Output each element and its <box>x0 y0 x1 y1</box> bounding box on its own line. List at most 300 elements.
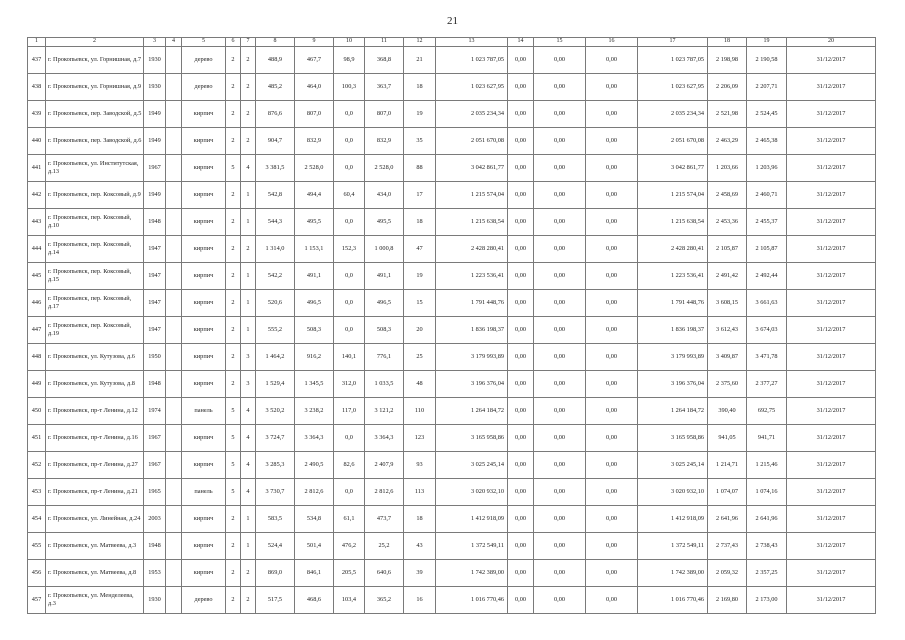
table-cell: 2 528,0 <box>365 154 404 181</box>
table-cell: 0,00 <box>508 343 534 370</box>
column-number-header: 9 <box>295 38 334 47</box>
table-cell: 2 <box>226 532 241 559</box>
table-cell: 2 <box>226 181 241 208</box>
column-number-header: 10 <box>334 38 365 47</box>
table-cell: 488,9 <box>256 46 295 73</box>
table-cell: 583,5 <box>256 505 295 532</box>
table-cell: 2 490,5 <box>295 451 334 478</box>
address-cell: г. Прокопьевск, ул. Кутузова, д.8 <box>46 370 144 397</box>
table-cell: 0,00 <box>534 46 586 73</box>
table-cell: 0,00 <box>508 262 534 289</box>
row-number-cell: 450 <box>28 397 46 424</box>
column-number-header: 11 <box>365 38 404 47</box>
table-cell: 1 215,46 <box>747 451 787 478</box>
table-cell: 1 023 627,95 <box>638 73 708 100</box>
table-cell: 2 <box>226 505 241 532</box>
table-cell: 473,7 <box>365 505 404 532</box>
table-cell: 25 <box>404 343 436 370</box>
table-cell: 0,00 <box>586 532 638 559</box>
row-number-cell: 453 <box>28 478 46 505</box>
row-number-cell: 448 <box>28 343 46 370</box>
table-cell: 0,00 <box>586 127 638 154</box>
table-cell: 0,0 <box>334 100 365 127</box>
table-cell <box>166 478 182 505</box>
table-cell: кирпич <box>182 235 226 262</box>
table-cell: 31/12/2017 <box>787 46 876 73</box>
column-number-header: 16 <box>586 38 638 47</box>
table-cell: 2 207,71 <box>747 73 787 100</box>
table-cell: 0,00 <box>586 451 638 478</box>
table-row <box>28 586 876 613</box>
table-cell: 140,1 <box>334 343 365 370</box>
table-cell: 2 035 234,34 <box>638 100 708 127</box>
table-cell: 0,00 <box>508 235 534 262</box>
table-cell: 3 285,3 <box>256 451 295 478</box>
table-cell: 0,0 <box>334 289 365 316</box>
table-cell: 2 051 670,08 <box>436 127 508 154</box>
table-cell: 0,00 <box>508 505 534 532</box>
table-cell: 1 023 787,05 <box>436 46 508 73</box>
table-cell: 0,00 <box>586 46 638 73</box>
table-cell: 3 238,2 <box>295 397 334 424</box>
table-cell: 1 836 198,37 <box>436 316 508 343</box>
table-cell: 494,4 <box>295 181 334 208</box>
table-cell: 3 165 958,86 <box>638 424 708 451</box>
table-cell: 0,0 <box>334 127 365 154</box>
table-cell: 3 121,2 <box>365 397 404 424</box>
table-cell: 31/12/2017 <box>787 289 876 316</box>
address-cell: г. Прокопьевск, пер. Заводской, д.5 <box>46 100 144 127</box>
table-cell: 2 <box>226 73 241 100</box>
table-cell: 31/12/2017 <box>787 559 876 586</box>
table-cell: 2 <box>241 100 256 127</box>
table-cell: 88 <box>404 154 436 181</box>
table-cell: 152,3 <box>334 235 365 262</box>
table-row <box>28 100 876 127</box>
table-cell: 0,00 <box>586 181 638 208</box>
table-cell: 21 <box>404 46 436 73</box>
column-number-header: 1 <box>28 38 46 47</box>
table-cell: 3 196 376,04 <box>638 370 708 397</box>
table-cell: 31/12/2017 <box>787 505 876 532</box>
table-cell: 0,00 <box>534 73 586 100</box>
table-cell: 0,00 <box>534 397 586 424</box>
table-cell: 3 <box>241 343 256 370</box>
table-cell: 2 491,42 <box>708 262 747 289</box>
table-cell: 3 724,7 <box>256 424 295 451</box>
table-cell: дерево <box>182 73 226 100</box>
table-cell: 0,00 <box>586 505 638 532</box>
table-row <box>28 262 876 289</box>
table-cell: 1 074,16 <box>747 478 787 505</box>
table-cell: 1950 <box>144 343 166 370</box>
table-cell: 1967 <box>144 424 166 451</box>
table-cell: 2 059,32 <box>708 559 747 586</box>
table-cell: 18 <box>404 73 436 100</box>
table-row <box>28 532 876 559</box>
table-cell: 1 <box>241 505 256 532</box>
table-row <box>28 478 876 505</box>
table-cell: 2 105,87 <box>747 235 787 262</box>
table-cell: 103,4 <box>334 586 365 613</box>
table-row <box>28 154 876 181</box>
table-cell: 123 <box>404 424 436 451</box>
table-cell: 0,00 <box>508 100 534 127</box>
table-cell <box>166 316 182 343</box>
table-cell: 1 203,96 <box>747 154 787 181</box>
table-cell: кирпич <box>182 100 226 127</box>
table-row <box>28 316 876 343</box>
table-cell: 0,00 <box>586 289 638 316</box>
row-number-cell: 457 <box>28 586 46 613</box>
table-cell: 1 223 536,41 <box>436 262 508 289</box>
table-cell: 1967 <box>144 451 166 478</box>
table-cell: 0,00 <box>508 154 534 181</box>
table-cell: 17 <box>404 181 436 208</box>
address-cell: г. Прокопьевск, ул. Линейная, д.24 <box>46 505 144 532</box>
table-cell: 0,00 <box>534 343 586 370</box>
row-number-cell: 443 <box>28 208 46 235</box>
table-cell: 2 169,80 <box>708 586 747 613</box>
table-cell: 2 <box>226 127 241 154</box>
table-cell: 2 407,9 <box>365 451 404 478</box>
table-cell: 31/12/2017 <box>787 397 876 424</box>
table-cell: 31/12/2017 <box>787 370 876 397</box>
row-number-cell: 440 <box>28 127 46 154</box>
table-cell <box>166 505 182 532</box>
table-cell: 0,00 <box>508 289 534 316</box>
table-cell: кирпич <box>182 532 226 559</box>
table-cell: 0,00 <box>508 316 534 343</box>
table-cell: 520,6 <box>256 289 295 316</box>
table-cell: 48 <box>404 370 436 397</box>
table-cell: 1967 <box>144 154 166 181</box>
row-number-cell: 456 <box>28 559 46 586</box>
table-cell: 2 <box>226 370 241 397</box>
table-row <box>28 505 876 532</box>
table-cell: 542,8 <box>256 181 295 208</box>
table-cell: 1949 <box>144 100 166 127</box>
table-cell: кирпич <box>182 316 226 343</box>
table-cell: 0,00 <box>534 451 586 478</box>
table-cell: 3 661,63 <box>747 289 787 316</box>
table-cell: кирпич <box>182 343 226 370</box>
table-cell: 0,00 <box>508 559 534 586</box>
table-cell: 496,5 <box>295 289 334 316</box>
table-cell <box>166 586 182 613</box>
table-cell: 60,4 <box>334 181 365 208</box>
table-cell: кирпич <box>182 262 226 289</box>
table-cell: кирпич <box>182 127 226 154</box>
table-cell: 640,6 <box>365 559 404 586</box>
table-cell: 2 <box>226 262 241 289</box>
table-cell: 31/12/2017 <box>787 100 876 127</box>
column-number-header: 13 <box>436 38 508 47</box>
table-cell: 31/12/2017 <box>787 532 876 559</box>
table-cell: 100,3 <box>334 73 365 100</box>
table-cell: кирпич <box>182 505 226 532</box>
table-cell: 390,40 <box>708 397 747 424</box>
table-cell <box>166 559 182 586</box>
table-cell: 0,00 <box>534 316 586 343</box>
table-cell: 2 <box>241 46 256 73</box>
table-cell: 2 357,25 <box>747 559 787 586</box>
table-cell: 2 <box>226 316 241 343</box>
table-cell: 0,00 <box>534 424 586 451</box>
table-cell: 1930 <box>144 586 166 613</box>
table-row <box>28 289 876 316</box>
table-cell: 365,2 <box>365 586 404 613</box>
table-cell: 16 <box>404 586 436 613</box>
table-cell: 0,00 <box>534 154 586 181</box>
table-cell: 31/12/2017 <box>787 316 876 343</box>
table-row <box>28 397 876 424</box>
table-cell: 832,9 <box>295 127 334 154</box>
table-cell: 0,00 <box>586 235 638 262</box>
table-cell: 1948 <box>144 532 166 559</box>
table-cell: 368,8 <box>365 46 404 73</box>
table-cell: 832,9 <box>365 127 404 154</box>
table-cell: 2 812,6 <box>295 478 334 505</box>
table-cell: 1 412 918,09 <box>436 505 508 532</box>
table-cell: кирпич <box>182 451 226 478</box>
table-cell: 3 <box>241 370 256 397</box>
table-cell: 3 179 993,89 <box>638 343 708 370</box>
table-cell: 117,0 <box>334 397 365 424</box>
table-cell: 31/12/2017 <box>787 586 876 613</box>
table-cell: 1947 <box>144 262 166 289</box>
table-row <box>28 370 876 397</box>
table-cell: 2 428 280,41 <box>638 235 708 262</box>
table-cell: 2 641,96 <box>708 505 747 532</box>
table-cell: 2 206,09 <box>708 73 747 100</box>
table-cell: 31/12/2017 <box>787 127 876 154</box>
column-number-header: 17 <box>638 38 708 47</box>
row-number-cell: 452 <box>28 451 46 478</box>
table-cell: 31/12/2017 <box>787 235 876 262</box>
table-cell: 2 492,44 <box>747 262 787 289</box>
table-cell: кирпич <box>182 559 226 586</box>
table-cell: 0,00 <box>508 181 534 208</box>
row-number-cell: 454 <box>28 505 46 532</box>
table-cell: 0,00 <box>508 451 534 478</box>
column-number-header: 3 <box>144 38 166 47</box>
table-cell: 20 <box>404 316 436 343</box>
column-number-header: 4 <box>166 38 182 47</box>
table-cell: 1 314,0 <box>256 235 295 262</box>
table-cell: 61,1 <box>334 505 365 532</box>
table-cell: 1948 <box>144 208 166 235</box>
table-cell: 0,00 <box>534 532 586 559</box>
table-cell: 93 <box>404 451 436 478</box>
address-cell: г. Прокопьевск, пер. Коксовый, д.14 <box>46 235 144 262</box>
table-cell: 0,00 <box>586 154 638 181</box>
table-cell: 2 <box>226 586 241 613</box>
table-cell: 0,00 <box>508 127 534 154</box>
table-cell: 555,2 <box>256 316 295 343</box>
table-cell: 1 <box>241 316 256 343</box>
table-cell: 5 <box>226 424 241 451</box>
table-cell: 534,8 <box>295 505 334 532</box>
table-cell: 1 <box>241 532 256 559</box>
table-row <box>28 451 876 478</box>
table-cell: 2 455,37 <box>747 208 787 235</box>
table-cell: 3 025 245,14 <box>638 451 708 478</box>
table-cell: 776,1 <box>365 343 404 370</box>
address-cell: г. Прокопьевск, ул. Горнишная, д.7 <box>46 46 144 73</box>
table-cell: 0,0 <box>334 208 365 235</box>
table-cell: 0,00 <box>508 370 534 397</box>
table-cell: 1930 <box>144 73 166 100</box>
table-cell: 467,7 <box>295 46 334 73</box>
table-cell: 0,00 <box>586 559 638 586</box>
table-cell: 18 <box>404 208 436 235</box>
table-cell: 0,00 <box>534 235 586 262</box>
table-cell: 1 372 549,11 <box>436 532 508 559</box>
address-cell: г. Прокопьевск, ул. Кутузова, д.6 <box>46 343 144 370</box>
table-cell: 1947 <box>144 289 166 316</box>
row-number-cell: 441 <box>28 154 46 181</box>
table-cell: 4 <box>241 154 256 181</box>
column-number-header: 14 <box>508 38 534 47</box>
table-cell <box>166 181 182 208</box>
table-cell: 2 <box>226 289 241 316</box>
table-cell: 2 641,96 <box>747 505 787 532</box>
table-cell: 2 <box>226 559 241 586</box>
table-cell <box>166 424 182 451</box>
table-cell: 2 460,71 <box>747 181 787 208</box>
table-cell: дерево <box>182 46 226 73</box>
table-cell: 3 608,15 <box>708 289 747 316</box>
table-cell: 1 214,71 <box>708 451 747 478</box>
table-cell: 2 190,58 <box>747 46 787 73</box>
table-cell: 4 <box>241 424 256 451</box>
table-cell: 0,00 <box>508 73 534 100</box>
column-number-header: 19 <box>747 38 787 47</box>
table-row <box>28 343 876 370</box>
table-cell: 0,00 <box>586 586 638 613</box>
table-cell: 0,00 <box>534 181 586 208</box>
table-cell: 0,00 <box>534 289 586 316</box>
table-cell: 1974 <box>144 397 166 424</box>
table-cell: 1 <box>241 289 256 316</box>
table-cell: 205,5 <box>334 559 365 586</box>
table-cell: 2 <box>226 343 241 370</box>
table-cell: 2 <box>226 235 241 262</box>
table-cell: 0,00 <box>508 586 534 613</box>
table-cell: 0,00 <box>586 478 638 505</box>
row-number-cell: 442 <box>28 181 46 208</box>
table-cell: 31/12/2017 <box>787 154 876 181</box>
table-cell: 846,1 <box>295 559 334 586</box>
table-cell: 2 173,00 <box>747 586 787 613</box>
table-cell: 3 165 958,86 <box>436 424 508 451</box>
table-cell: 98,9 <box>334 46 365 73</box>
table-cell: кирпич <box>182 370 226 397</box>
table-cell: 1 215 574,04 <box>638 181 708 208</box>
table-cell: 3 364,3 <box>295 424 334 451</box>
table-cell: 508,3 <box>295 316 334 343</box>
table-cell: 0,00 <box>534 262 586 289</box>
table-cell: 39 <box>404 559 436 586</box>
table-cell: 2 <box>226 46 241 73</box>
table-cell: 3 730,7 <box>256 478 295 505</box>
table-cell: 2 <box>226 208 241 235</box>
row-number-cell: 446 <box>28 289 46 316</box>
table-cell: 1948 <box>144 370 166 397</box>
table-cell <box>166 451 182 478</box>
table-cell: 3 612,43 <box>708 316 747 343</box>
table-cell: 869,0 <box>256 559 295 586</box>
table-cell: 1 215 638,54 <box>638 208 708 235</box>
row-number-cell: 449 <box>28 370 46 397</box>
table-cell: 496,5 <box>365 289 404 316</box>
table-cell: 31/12/2017 <box>787 451 876 478</box>
row-number-cell: 437 <box>28 46 46 73</box>
address-cell: г. Прокопьевск, пр-т Ленина, д.27 <box>46 451 144 478</box>
address-cell: г. Прокопьевск, пр-т Ленина, д.12 <box>46 397 144 424</box>
table-cell: 110 <box>404 397 436 424</box>
table-cell: 692,75 <box>747 397 787 424</box>
table-cell: 0,00 <box>508 424 534 451</box>
table-cell: 904,7 <box>256 127 295 154</box>
address-cell: г. Прокопьевск, пр-т Ленина, д.16 <box>46 424 144 451</box>
row-number-cell: 455 <box>28 532 46 559</box>
table-cell: 2 <box>241 235 256 262</box>
table-cell: 3 196 376,04 <box>436 370 508 397</box>
table-cell: 1 000,8 <box>365 235 404 262</box>
table-cell <box>166 73 182 100</box>
table-cell: 1 033,5 <box>365 370 404 397</box>
housing-register-table <box>27 37 876 614</box>
table-cell: 2 198,98 <box>708 46 747 73</box>
table-cell: 508,3 <box>365 316 404 343</box>
table-cell: 2 521,98 <box>708 100 747 127</box>
table-cell: 876,6 <box>256 100 295 127</box>
address-cell: г. Прокопьевск, пер. Коксовый, д.9 <box>46 181 144 208</box>
table-cell: 1949 <box>144 181 166 208</box>
table-cell: 1 742 389,00 <box>638 559 708 586</box>
table-cell: 3 381,5 <box>256 154 295 181</box>
table-cell: 25,2 <box>365 532 404 559</box>
address-cell: г. Прокопьевск, пер. Заводской, д.6 <box>46 127 144 154</box>
table-cell: 3 042 861,77 <box>638 154 708 181</box>
table-cell: 1947 <box>144 235 166 262</box>
address-cell: г. Прокопьевск, пер. Коксовый, д.15 <box>46 262 144 289</box>
table-cell: 4 <box>241 451 256 478</box>
table-cell <box>166 289 182 316</box>
table-cell: 464,0 <box>295 73 334 100</box>
table-cell <box>166 46 182 73</box>
table-cell: 31/12/2017 <box>787 208 876 235</box>
table-cell: 0,00 <box>586 370 638 397</box>
table-cell: 0,0 <box>334 154 365 181</box>
table-cell <box>166 208 182 235</box>
table-cell: 4 <box>241 397 256 424</box>
address-cell: г. Прокопьевск, ул. Менделеева, д.3 <box>46 586 144 613</box>
address-cell: г. Прокопьевск, пр-т Ленина, д.21 <box>46 478 144 505</box>
address-cell: г. Прокопьевск, ул. Матвеева, д.3 <box>46 532 144 559</box>
table-cell: 2 051 670,08 <box>638 127 708 154</box>
table-cell: 3 674,03 <box>747 316 787 343</box>
table-cell: 31/12/2017 <box>787 262 876 289</box>
address-cell: г. Прокопьевск, пер. Коксовый, д.17 <box>46 289 144 316</box>
table-cell: дерево <box>182 586 226 613</box>
table-cell: 0,00 <box>508 397 534 424</box>
address-cell: г. Прокопьевск, пер. Коксовый, д.19 <box>46 316 144 343</box>
table-cell: панель <box>182 478 226 505</box>
table-cell: 1 153,1 <box>295 235 334 262</box>
